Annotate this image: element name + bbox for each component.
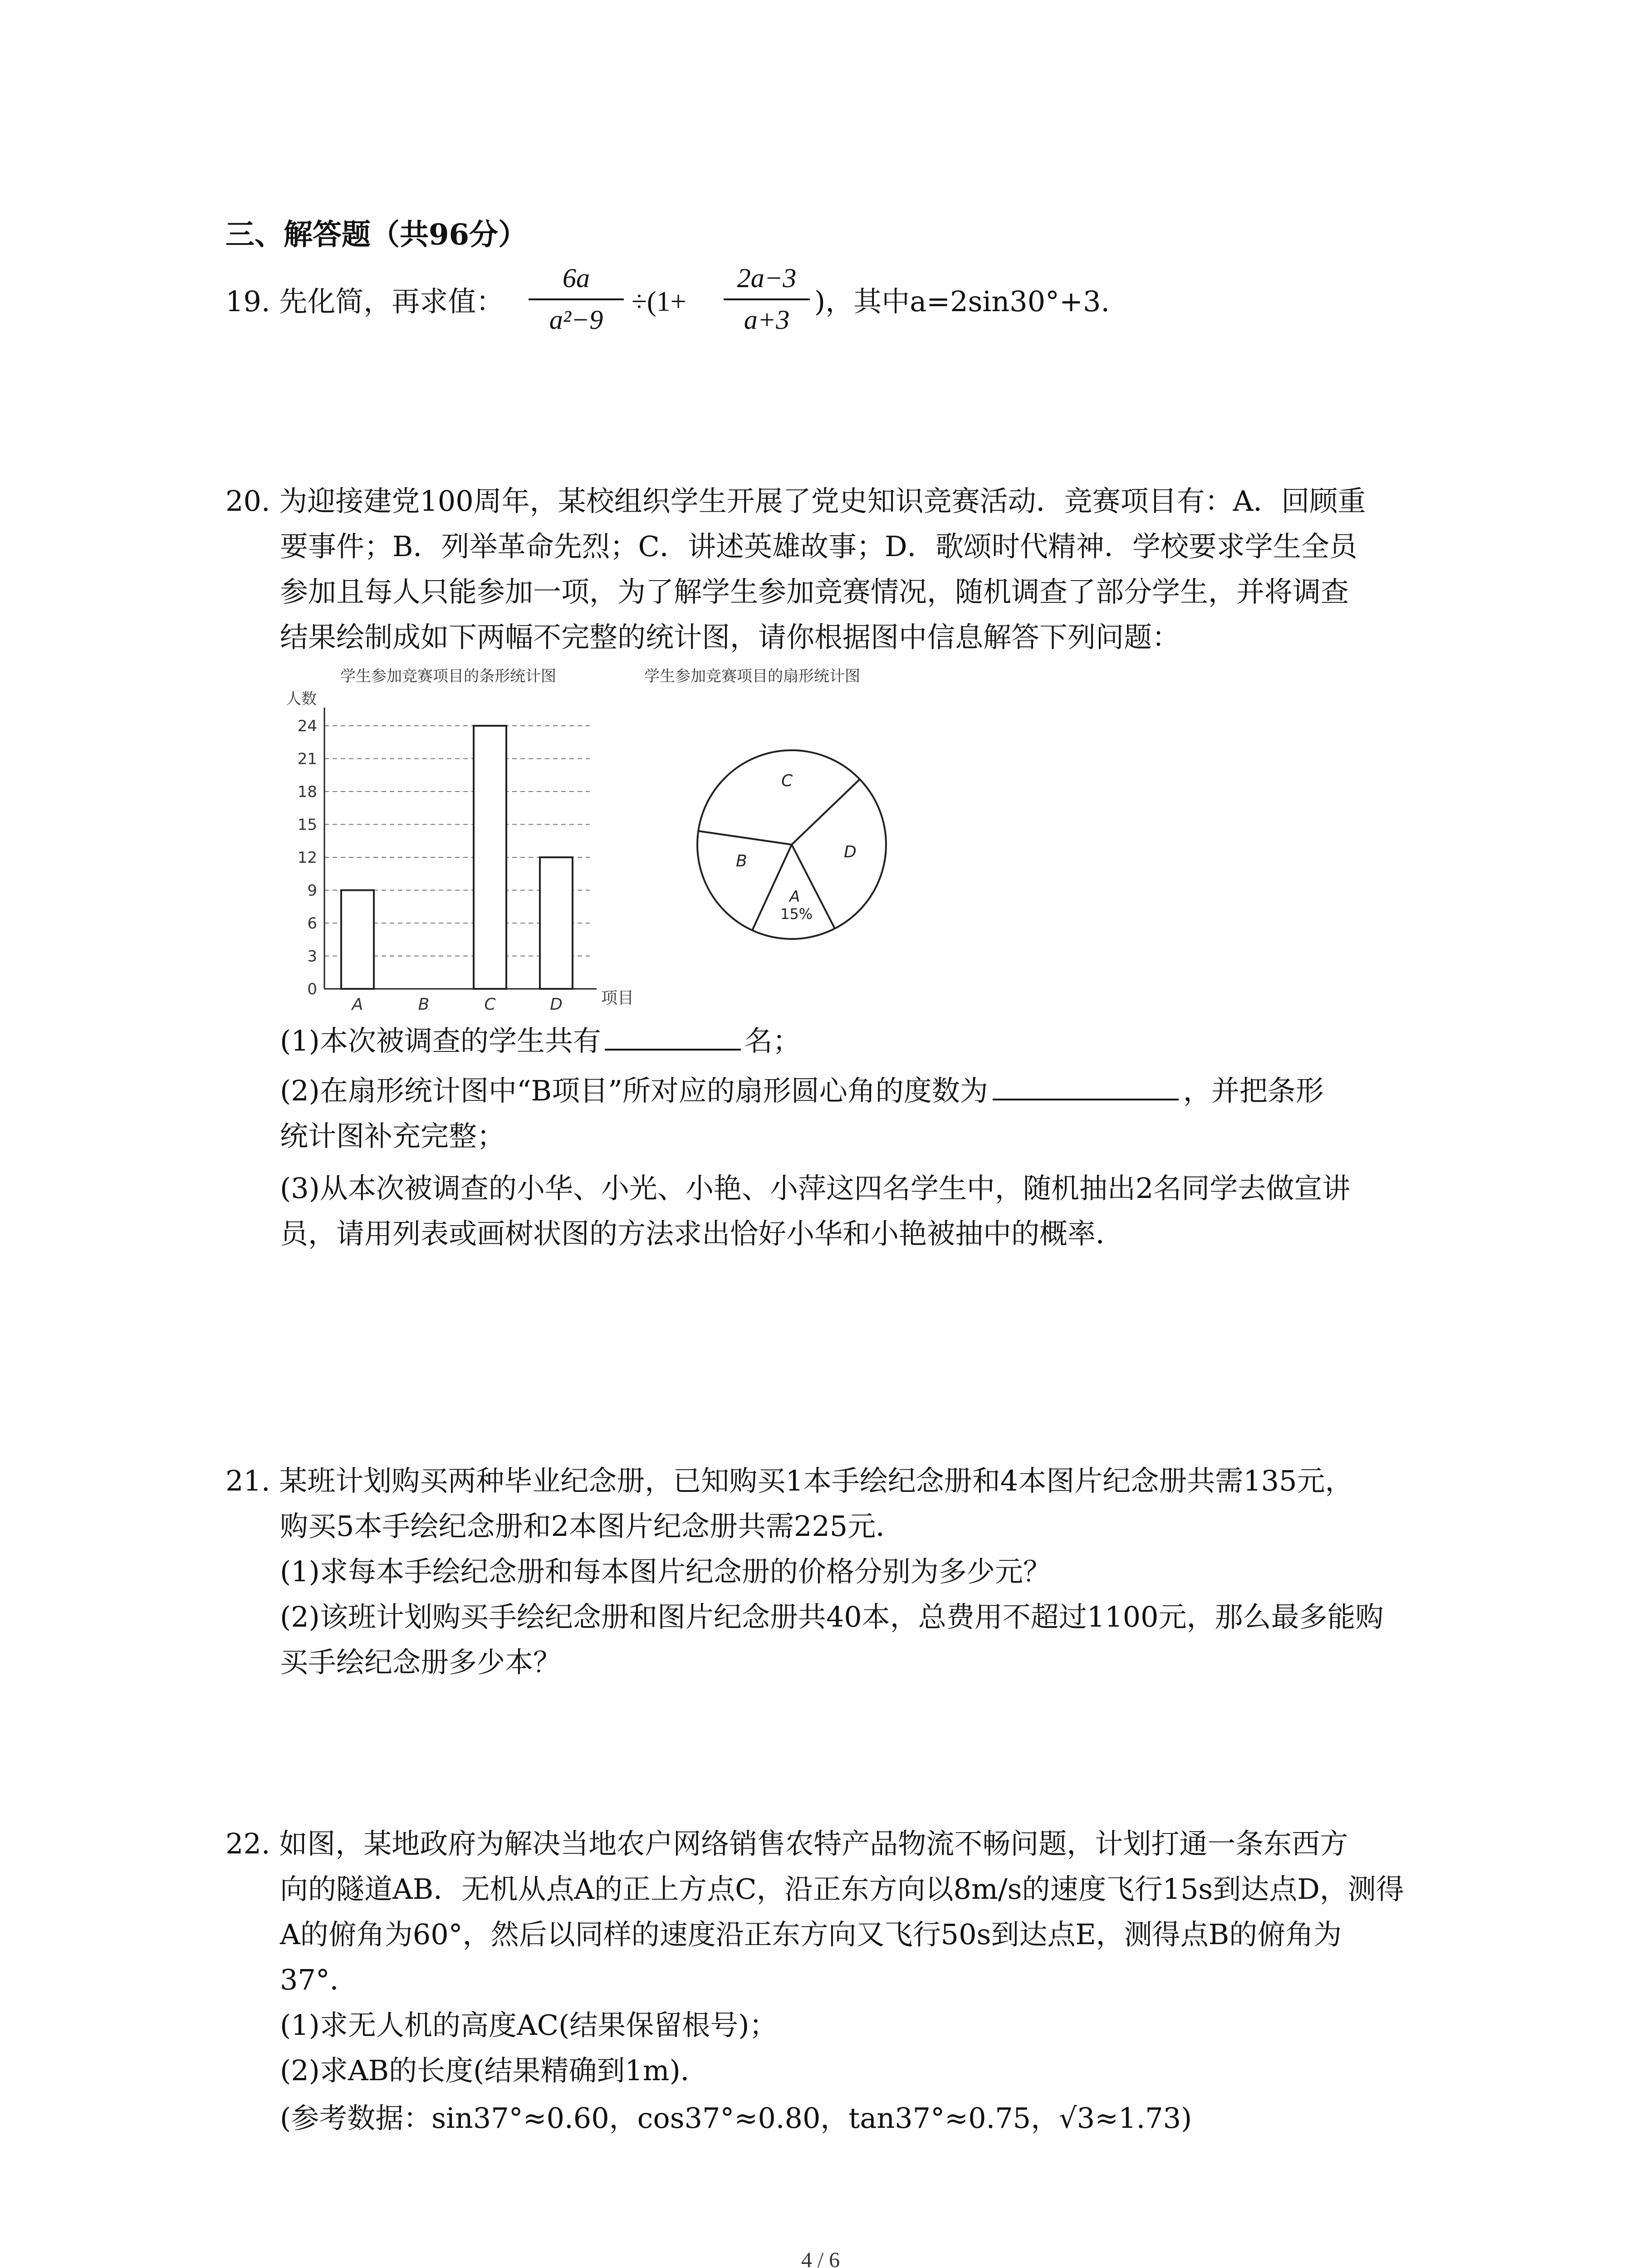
q20-sub2-text-end: ，并把条形 xyxy=(1183,1074,1324,1107)
bar-chart-ytick-label: 21 xyxy=(297,750,317,768)
bar-chart-ytick-label: 12 xyxy=(297,849,317,867)
q19-frac1-bar xyxy=(529,298,624,300)
q22-sub2: (2)求AB的长度(结果精确到1m)． xyxy=(280,2054,709,2087)
q19-frac2-denominator: a+3 xyxy=(744,305,790,335)
q20-sub1-text: (1)本次被调查的学生共有 xyxy=(280,1024,601,1057)
bar-chart-ytick-label: 24 xyxy=(297,717,317,735)
bar-chart-xtick-c: C xyxy=(484,995,496,1014)
q22-line-4: 37°． xyxy=(280,1963,358,1996)
bar-d xyxy=(540,857,573,989)
q22-sub1: (1)求无人机的高度AC(结果保留根号)； xyxy=(280,2009,778,2042)
bar-chart-xticks xyxy=(351,995,563,1014)
q22-line-1: 22. 如图，某地政府为解决当地农户网络销售农特产品物流不畅问题，计划打通一条东西方 xyxy=(225,1827,1348,1860)
bar-chart xyxy=(272,662,649,1016)
q19-frac2-numerator: 2a−3 xyxy=(737,263,797,293)
bar-chart-ytick-label: 3 xyxy=(307,947,317,966)
q20-line-4: 结果绘制成如下两幅不完整的统计图，请你根据图中信息解答下列问题： xyxy=(280,621,1181,654)
q20-sub3-line-1: (3)从本次被调查的小华、小光、小艳、小萍这四名学生中，随机抽出2名同学去做宣讲 xyxy=(280,1172,1351,1205)
q21-sub1: (1)求每本手绘纪念册和每本图片纪念册的价格分别为多少元？ xyxy=(280,1555,1051,1588)
q20-line-1: 20. 为迎接建党100周年，某校组织学生开展了党史知识竞赛活动．竞赛项目有：A．回顾重 xyxy=(225,484,1366,518)
q21-sub2-line-2: 买手绘纪念册多少本？ xyxy=(280,1646,562,1679)
pie-label-d: D xyxy=(844,843,857,861)
q20-sub2-cont: 统计图补充完整； xyxy=(280,1119,505,1153)
q19-frac2-bar xyxy=(724,298,810,300)
bar-chart-ytick-label: 6 xyxy=(307,914,317,933)
q22-line-2: 向的隧道AB．无机从点A的正上方点C，沿正东方向以8m/s的速度飞行15s到达点D，测得 xyxy=(280,1872,1404,1906)
page-number: 4 / 6 xyxy=(801,2248,840,2268)
q21-line-1: 21. 某班计划购买两种毕业纪念册，已知购买1本手绘纪念册和4本图片纪念册共需135元， xyxy=(225,1464,1353,1497)
q19-lead: 19. 先化简，再求值： xyxy=(225,285,505,318)
q21-line-2: 购买5本手绘纪念册和2本图片纪念册共需225元． xyxy=(280,1510,904,1543)
bar-chart-ytick-label: 18 xyxy=(297,783,317,801)
q19-frac1-numerator: 6a xyxy=(563,263,590,293)
q20-sub1-text-end: 名； xyxy=(744,1024,801,1057)
q20-sub1-answer-blank[interactable] xyxy=(605,1026,741,1051)
bar-chart-title: 学生参加竞赛项目的条形统计图 xyxy=(340,667,556,685)
bar-a xyxy=(341,890,374,989)
q20-sub2 xyxy=(280,1073,1324,1109)
pie-chart-title: 学生参加竞赛项目的扇形统计图 xyxy=(644,667,860,685)
q20-line-2: 要事件；B．列举革命先烈；C．讲述英雄故事；D．歌颂时代精神．学校要求学生全员 xyxy=(280,530,1357,563)
bar-chart-xtick-b: B xyxy=(418,995,430,1014)
bar-chart-xtick-d: D xyxy=(550,995,563,1014)
bar-chart-xlabel: 项目 xyxy=(601,989,634,1007)
q22-line-3: A的俯角为60°，然后以同样的速度沿正东方向又飞行50s到达点E，测得点B的俯角为 xyxy=(280,1918,1342,1951)
q19-tail: )，其中a=2sin30°+3. xyxy=(814,285,1110,318)
pie-label-c: C xyxy=(781,772,793,790)
bar-chart-ylabel: 人数 xyxy=(286,690,317,708)
bar-chart-ytick-label: 0 xyxy=(307,980,317,998)
q20-sub3-line-2: 员，请用列表或画树状图的方法求出恰好小华和小艳被抽中的概率． xyxy=(280,1217,1124,1250)
section-title: 三、解答题（共96分） xyxy=(225,218,528,252)
pie-label-b: B xyxy=(736,852,747,870)
bar-chart-ytick-label: 15 xyxy=(297,816,317,834)
q22-reference-data: (参考数据：sin37°≈0.60，cos37°≈0.80，tan37°≈0.75，√3≈1.73) xyxy=(280,2102,1192,2135)
q20-sub2-text: (2)在扇形统计图中“B项目”所对应的扇形圆心角的度数为 xyxy=(280,1074,988,1107)
q20-sub1 xyxy=(280,1023,801,1059)
bar-chart-ytick-label: 9 xyxy=(307,881,317,900)
bar-chart-xtick-a: A xyxy=(352,995,363,1014)
q20-line-3: 参加且每人只能参加一项，为了解学生参加竞赛情况，随机调查了部分学生，并将调查 xyxy=(280,575,1349,608)
bar-chart-yticks xyxy=(298,717,317,998)
q21-sub2-line-1: (2)该班计划购买手绘纪念册和图片纪念册共40本，总费用不超过1100元，那么最多能购 xyxy=(280,1600,1384,1633)
q19-operator: ÷(1+ xyxy=(632,286,686,317)
pie-label-a-percent: 15% xyxy=(780,905,813,923)
q19-frac1-denominator: a²−9 xyxy=(549,305,603,335)
pie-chart xyxy=(635,662,953,980)
bar-c xyxy=(474,726,506,989)
pie-label-a: A xyxy=(789,888,800,906)
q20-sub2-answer-blank[interactable] xyxy=(993,1076,1179,1100)
